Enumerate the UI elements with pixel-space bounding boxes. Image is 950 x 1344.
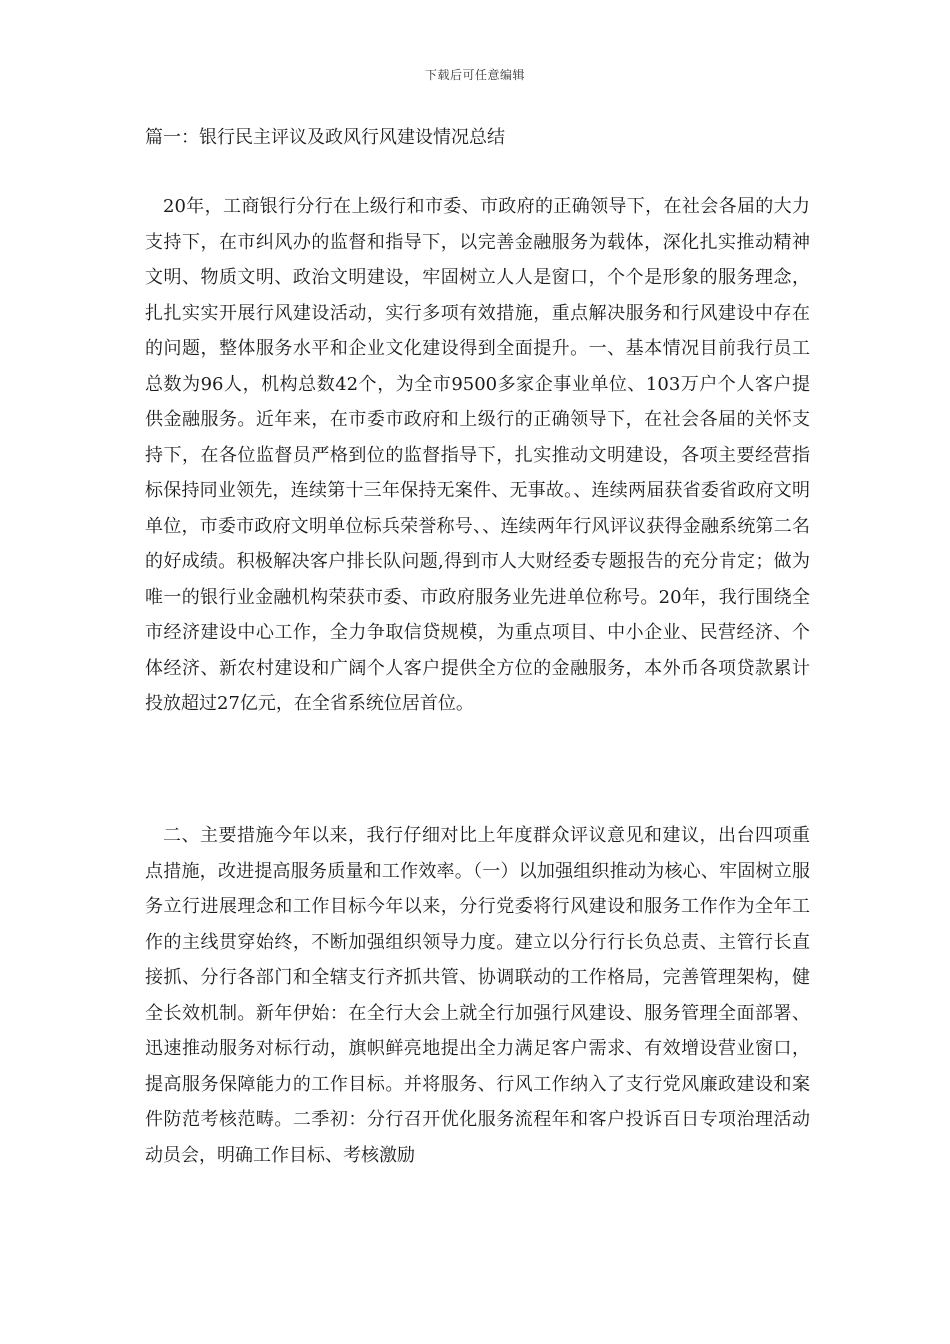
- body-paragraph-1: 20年，工商银行分行在上级行和市委、市政府的正确领导下，在社会各届的大力支持下，在市纠风办的监督和指导下，以完善金融服务为载体，深化扎实推动精神文明、物质文明、政治文明建设，牢固树立人人是窗口，个个是形象的服务理念，扎扎实实开展行风建设活动，实行多项有效措施，重点解决服务和行风建设中存在的问题，整体服务水平和企业文化建设得到全面提升。一、基本情况目前我行员工总数为96人，机构总数42个，为全市9500多家企事业单位、103万户个人客户提供金融服务。近年来，在市委市政府和上级行的正确领导下，在社会各届的关怀支持下，在各位监督员严格到位的监督指导下，扎实推动文明建设，各项主要经营指标保持同业领先，连续第十三年保持无案件、无事故。、连续两届获省委省政府文明单位，市委市政府文明单位标兵荣誉称号、、连续两年行风评议获得金融系统第二名的好成绩。积极解决客户排长队问题,得到市人大财经委专题报告的充分肯定；做为唯一的银行业金融机构荣获市委、市政府服务业先进单位称号。20年，我行围绕全市经济建设中心工作，全力争取信贷规模，为重点项目、中小企业、民营经济、个体经济、新农村建设和广阔个人客户提供全方位的金融服务，本外币各项贷款累计投放超过27亿元，在全省系统位居首位。: [145, 196, 810, 714]
- body-paragraph-2: 二、主要措施今年以来，我行仔细对比上年度群众评议意见和建议，出台四项重点措施，改进提高服务质量和工作效率。（一）以加强组织推动为核心、牢固树立服务立行进展理念和工作目标今年以来，分行党委将行风建设和服务工作作为全年工作的主线贯穿始终，不断加强组织领导力度。建立以分行行长负总责、主管行长直接抓、分行各部门和全辖支行齐抓共管、协调联动的工作格局，完善管理架构，健全长效机制。新年伊始：在全行大会上就全行加强行风建设、服务管理全面部署、迅速推动服务对标行动，旗帜鲜亮地提出全力满足客户需求、有效增设营业窗口，提高服务保障能力的工作目标。并将服务、行风工作纳入了支行党风廉政建设和案件防范考核范畴。二季初：分行召开优化服务流程年和客户投诉百日专项治理活动动员会，明确工作目标、考核激励: [145, 825, 810, 1166]
- document-title: 篇一：银行民主评议及政风行风建设情况总结: [145, 127, 505, 148]
- header-note: 下载后可任意编辑: [424, 68, 525, 82]
